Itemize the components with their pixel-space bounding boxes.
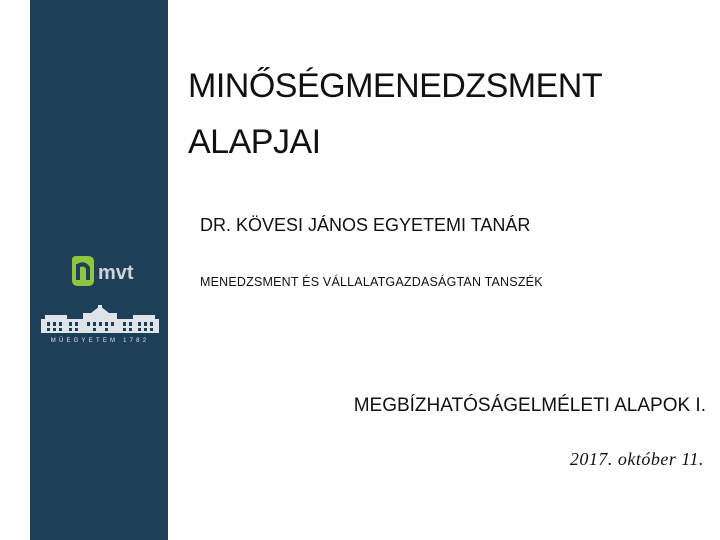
slide-title <box>188 58 688 170</box>
title-line-1: MINŐSÉGMENEDZSMENT <box>188 67 603 105</box>
presentation-date: 2017. október 11. <box>569 449 704 469</box>
course-title: MEGBÍZHATÓSÁGELMÉLETI ALAPOK I. <box>353 395 706 416</box>
university-building-logo <box>39 305 161 343</box>
logo-text: mvt <box>98 262 134 284</box>
sidebar-panel <box>30 0 168 540</box>
mvt-logo <box>68 254 142 288</box>
title-line-2: ALAPJAI <box>188 123 321 161</box>
university-caption: MŰEGYETEM 1782 <box>50 338 150 343</box>
author-line: DR. KÖVESI JÁNOS EGYETEMI TANÁR <box>200 215 531 235</box>
department-line: MENEDZSMENT ÉS VÁLLALATGAZDASÁGTAN TANSZÉK <box>200 275 543 289</box>
